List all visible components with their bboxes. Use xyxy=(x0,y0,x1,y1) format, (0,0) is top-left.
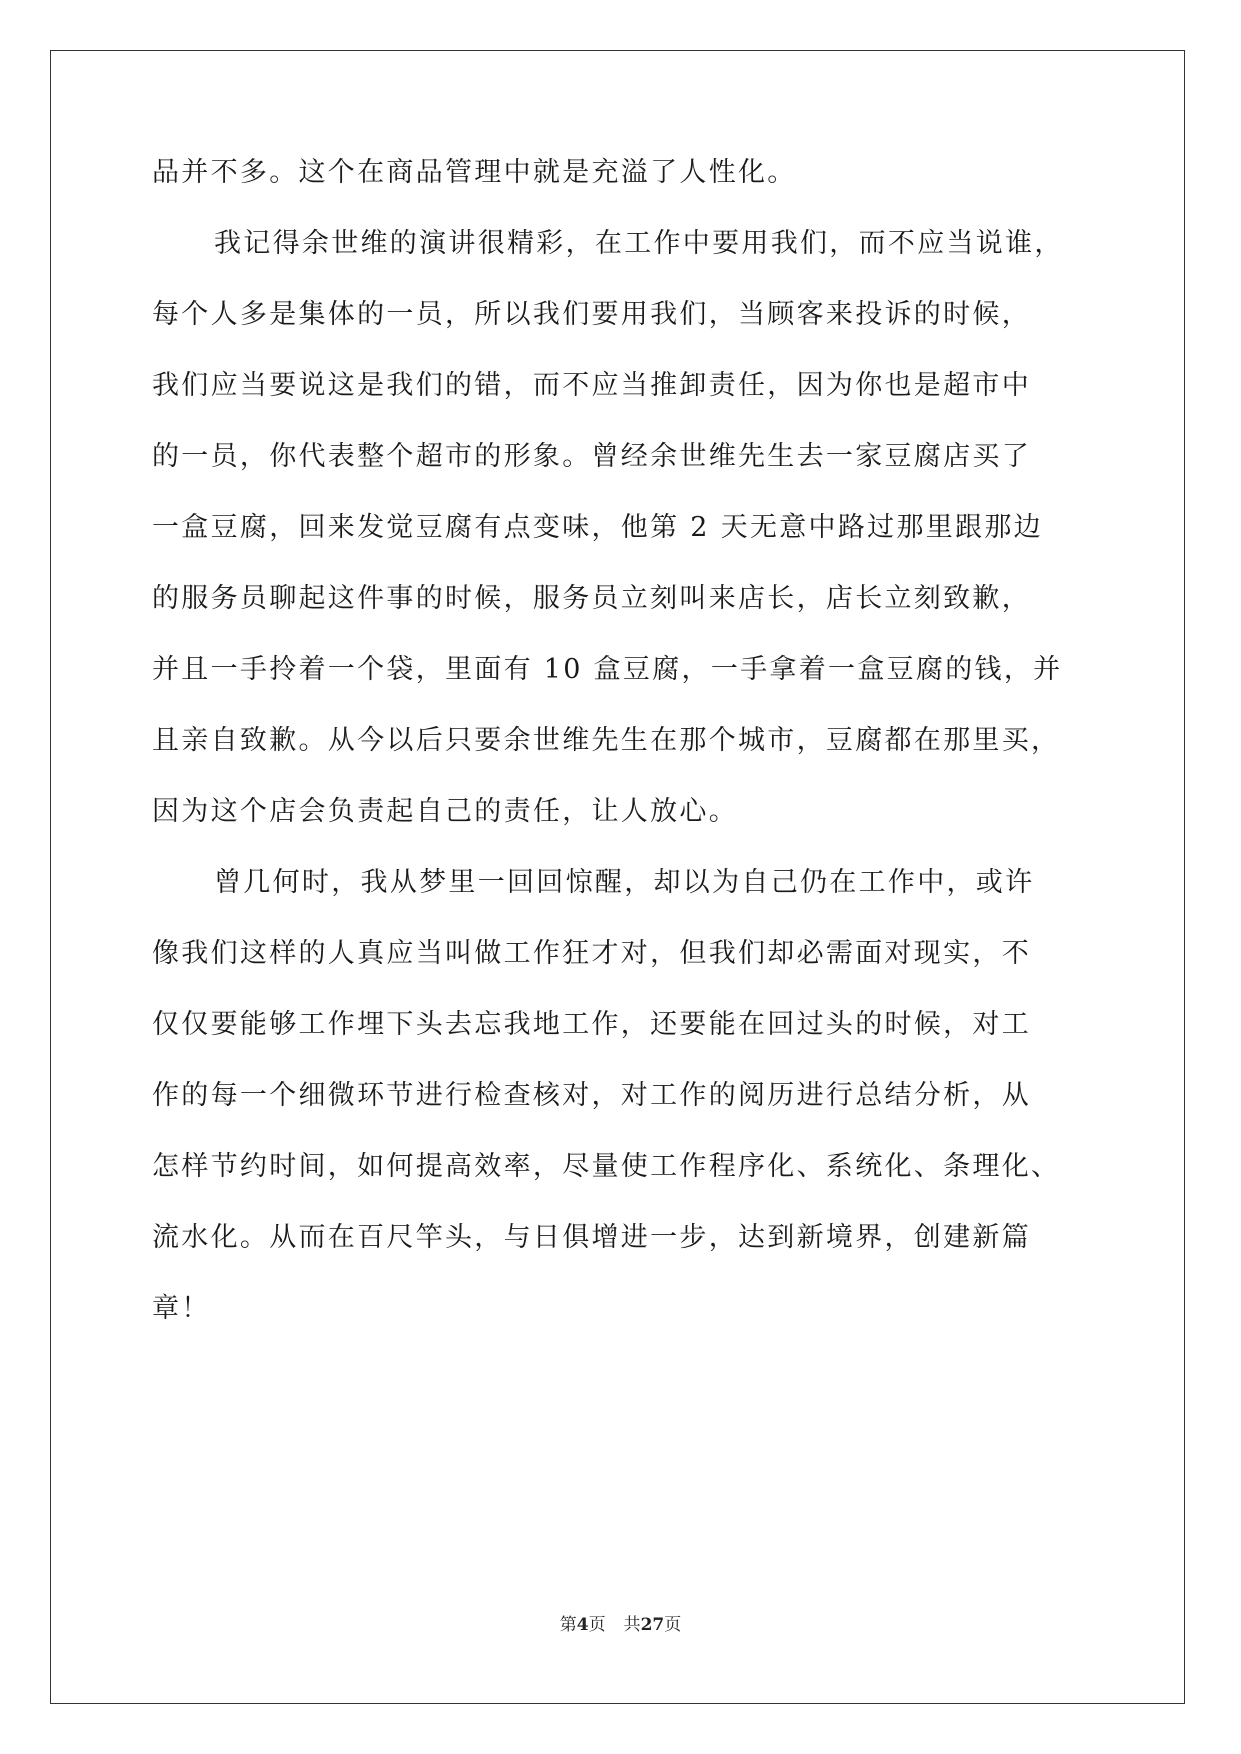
text-line: 一盒豆腐，回来发觉豆腐有点变味，他第 2 天无意中路过那里跟那边 xyxy=(152,512,1043,543)
text-line: 的服务员聊起这件事的时候，服务员立刻叫来店长，店长立刻致歉， xyxy=(152,583,1031,614)
paragraph-start-line: 我记得余世维的演讲很精彩，在工作中要用我们，而不应当说谁， xyxy=(214,228,1064,259)
text-line: 仅仅要能够工作埋下头去忘我地工作，还要能在回过头的时候，对工 xyxy=(152,1009,1031,1040)
paragraph-start-line: 曾几何时，我从梦里一回回惊醒，却以为自己仍在工作中，或许 xyxy=(214,867,1035,898)
page-prefix: 第 xyxy=(559,1615,577,1635)
text-line: 作的每一个细微环节进行检查核对，对工作的阅历进行总结分析，从 xyxy=(152,1080,1031,1111)
text-line: 且亲自致歉。从今以后只要余世维先生在那个城市，豆腐都在那里买， xyxy=(152,725,1061,756)
text-line: 怎样节约时间，如何提高效率，尽量使工作程序化、系统化、条理化、 xyxy=(152,1151,1061,1182)
text-line: 流水化。从而在百尺竿头，与日俱增进一步，达到新境界，创建新篇 xyxy=(152,1222,1031,1253)
total-unit: 页 xyxy=(664,1615,682,1635)
text-line: 并且一手拎着一个袋，里面有 10 盒豆腐，一手拿着一盒豆腐的钱，并 xyxy=(152,654,1063,685)
current-page-number: 4 xyxy=(576,1615,589,1635)
page-number-footer xyxy=(0,1614,1241,1636)
text-line: 每个人多是集体的一员，所以我们要用我们，当顾客来投诉的时候， xyxy=(152,299,1031,330)
text-line: 品并不多。这个在商品管理中就是充溢了人性化。 xyxy=(152,157,797,188)
text-line: 章！ xyxy=(152,1293,211,1324)
total-prefix: 共 xyxy=(623,1615,641,1635)
text-line: 我们应当要说这是我们的错，而不应当推卸责任，因为你也是超市中 xyxy=(152,370,1031,401)
text-line: 的一员，你代表整个超市的形象。曾经余世维先生去一家豆腐店买了 xyxy=(152,441,1031,472)
total-page-count: 27 xyxy=(640,1615,665,1635)
text-line: 像我们这样的人真应当叫做工作狂才对，但我们却必需面对现实，不 xyxy=(152,938,1031,969)
page-unit: 页 xyxy=(588,1615,606,1635)
text-line: 因为这个店会负责起自己的责任，让人放心。 xyxy=(152,796,738,827)
